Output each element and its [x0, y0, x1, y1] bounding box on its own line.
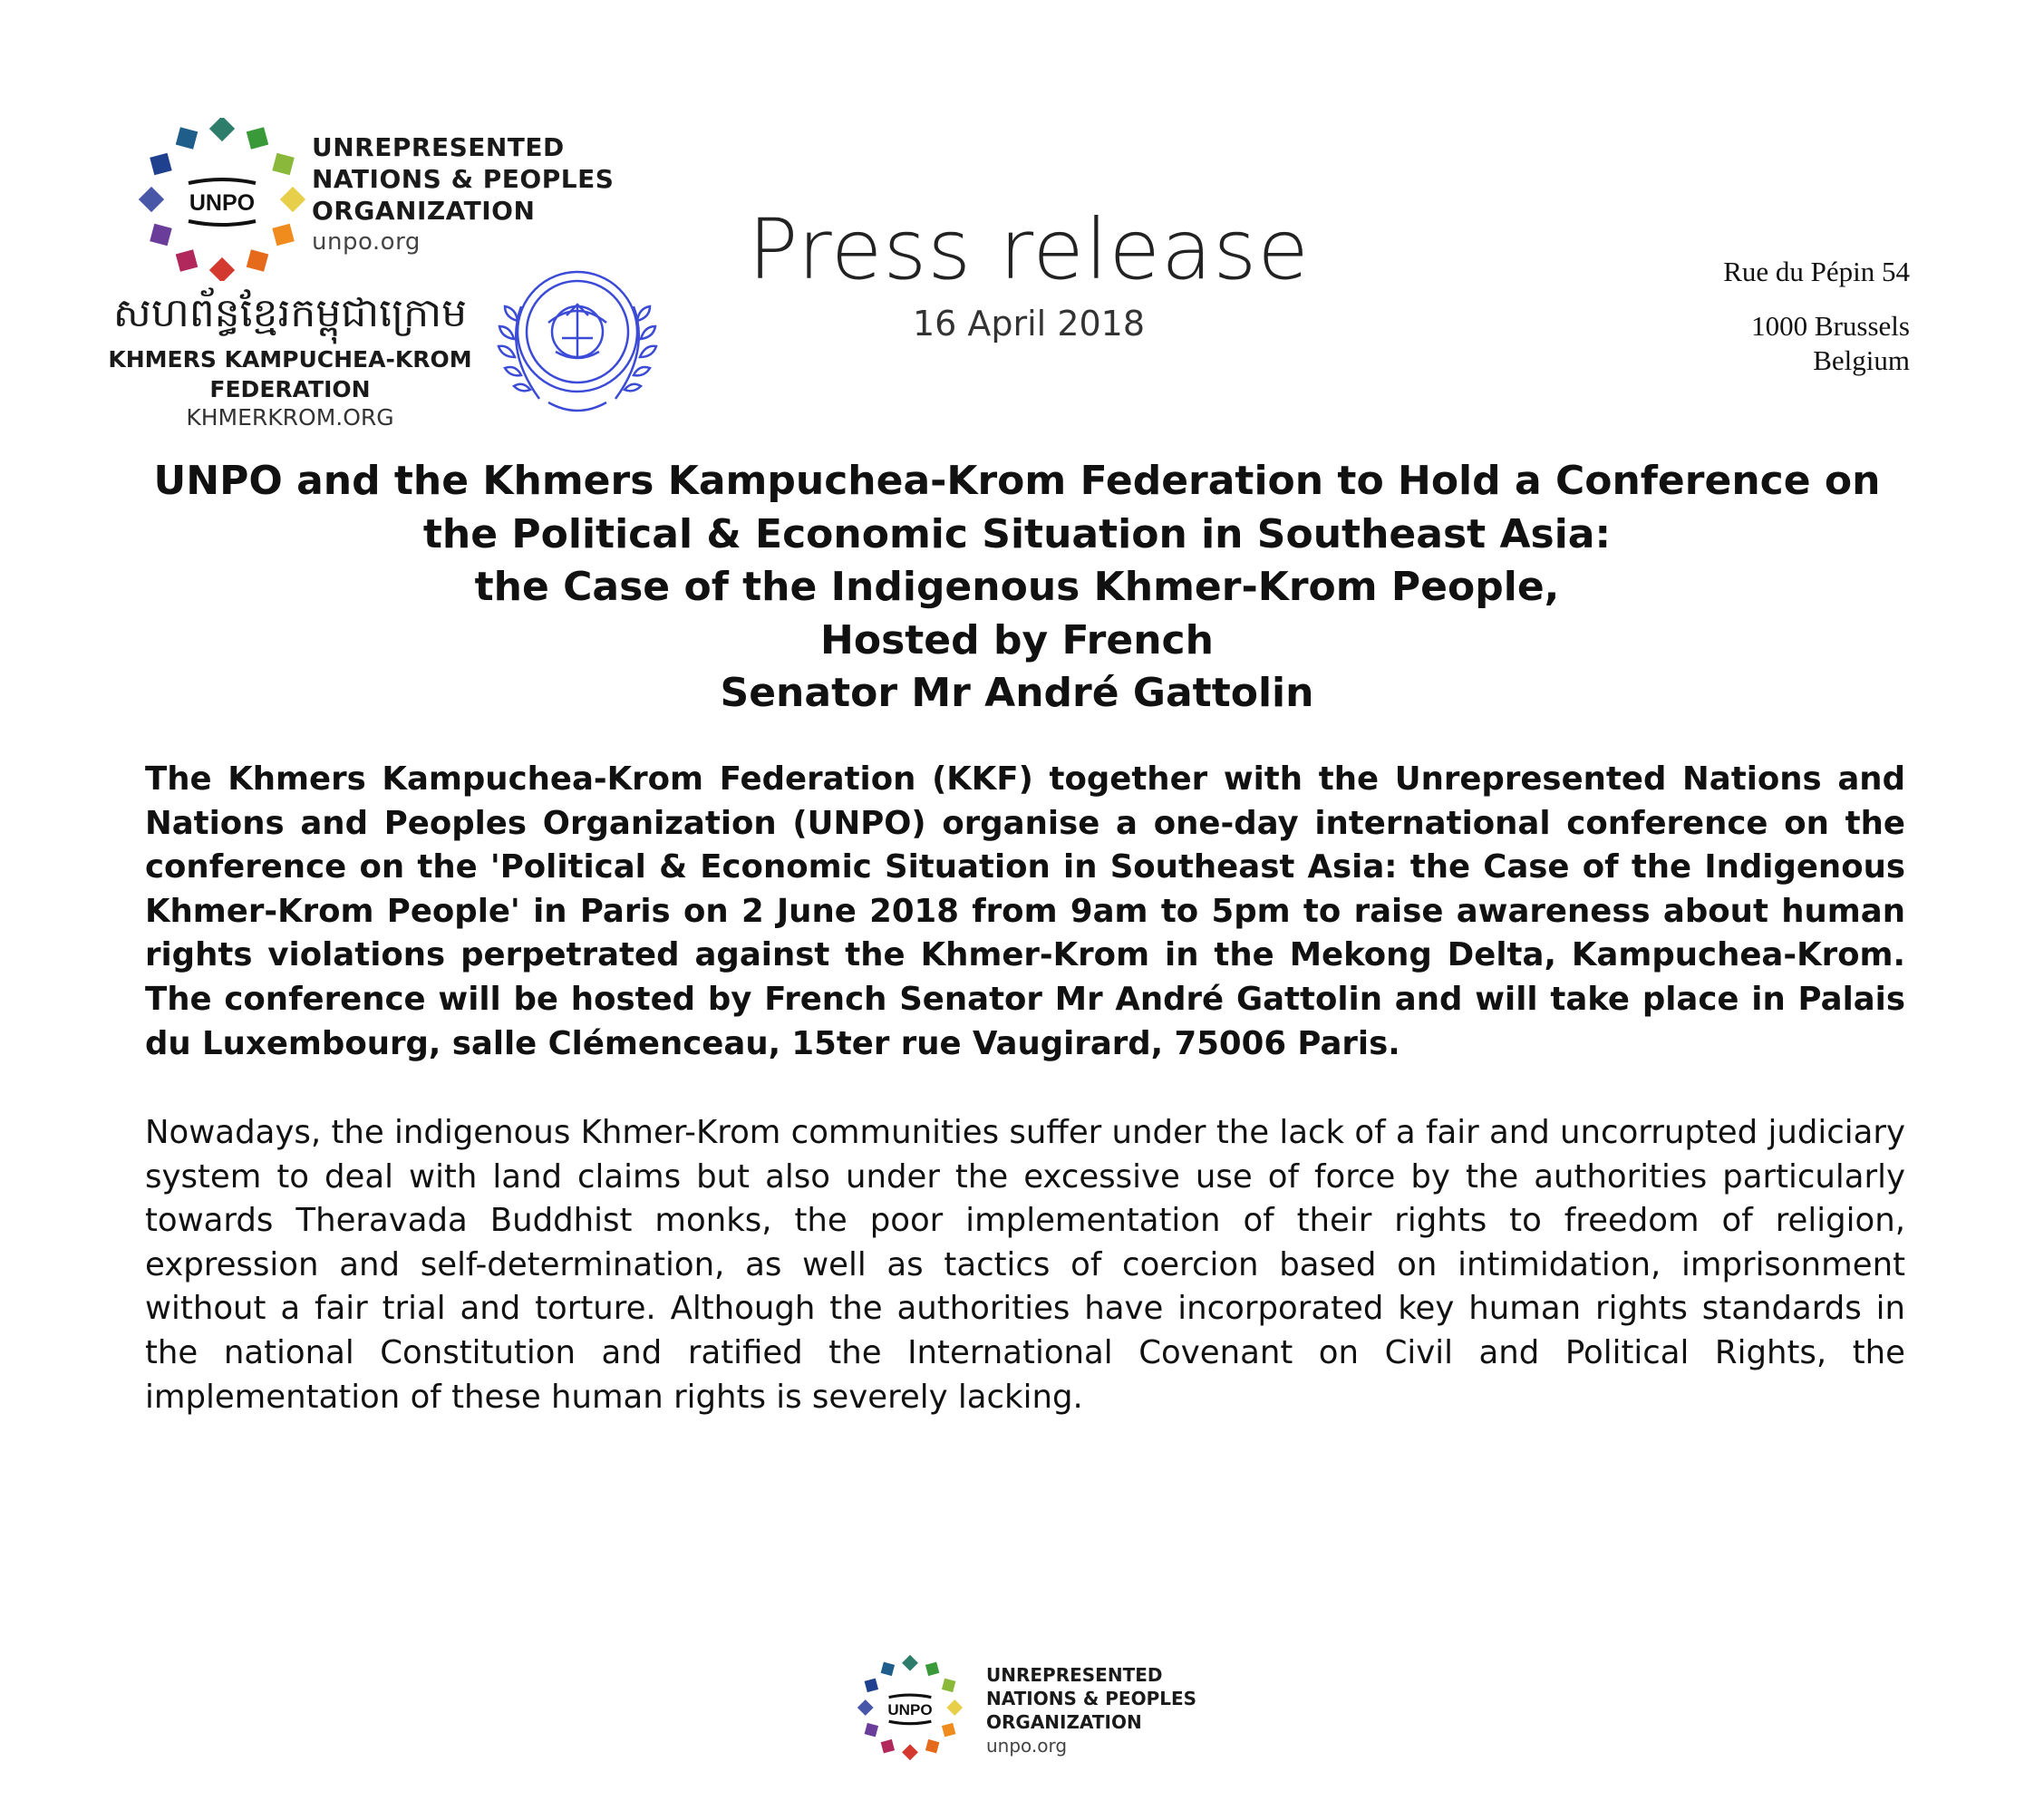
ring-segment	[272, 224, 294, 246]
footer-unpo-logo-icon	[856, 1655, 964, 1760]
ring-segment	[209, 118, 235, 141]
ring-segment	[280, 187, 305, 212]
footer-line-2: NATIONS & PEOPLES	[986, 1688, 1197, 1709]
body-paragraph: Nowadays, the indigenous Khmer-Krom communities suffer under the lack of a fair and uncorrupted judiciary system to deal with land claims but also under the excessive use of force by the authorities particularly towards Theravada Buddhist monks, the poor implementation of their rights to freedom of religion, expression and self-determination, as well as tactics of coercion based on intimidation, imprisonment without a fair trial and torture. Although the authorities have incorporated key human rights standards in the national Constitution and ratified the International Covenant on Civil and Political Rights, the implementation of these human rights is severely lacking.	[145, 1114, 1905, 1416]
kkf-name	[100, 344, 480, 404]
ring-segment	[865, 1723, 878, 1737]
kkf-name-line-1: KHMERS KAMPUCHEA-KROM	[108, 346, 472, 373]
ring-segment	[247, 127, 268, 149]
kkf-name-line-2: FEDERATION	[209, 376, 371, 402]
headline-line-1: UNPO and the Khmers Kampuchea-Krom Federation to Hold a Conference on	[153, 458, 1881, 504]
ring-segment	[942, 1723, 955, 1737]
headline-line-2: the Political & Economic Situation in Southeast Asia:	[422, 510, 1612, 557]
headline-line-3: the Case of the Indigenous Khmer-Krom People,	[474, 564, 1560, 610]
ring-segment	[247, 249, 268, 271]
ring-segment	[150, 153, 171, 175]
headline-line-5: Senator Mr André Gattolin	[720, 670, 1314, 716]
org-line-3: ORGANIZATION	[312, 196, 536, 226]
unpo-org-name	[312, 131, 614, 258]
ring-segment	[272, 153, 294, 175]
address-country: Belgium	[1813, 344, 1910, 376]
headline	[136, 455, 1898, 721]
ring-segment	[881, 1739, 895, 1753]
ring-segment	[176, 127, 198, 149]
body-paragraph-lead: The Khmers Kampuchea-Krom Federation (KKF) together with the Unrepresented Nations and Nations and Peoples Organization (UNPO) organise a one-day international conference on the conference on the 'Political & Economic Situation in Southeast Asia: the Case of the Indigenous Khmer-Krom People' in Paris on 2 June 2018 from 9am to 5pm to raise awareness about human rights violations perpetrated against the Khmer-Krom in the Mekong Delta, Kampuchea-Krom. The conference will be hosted by French Senator Mr André Gattolin and will take place in Palais du Luxembourg, salle Clémenceau, 15ter rue Vaugirard, 75006 Paris.	[145, 760, 1905, 1062]
headline-line-4: Hosted by French	[820, 616, 1214, 663]
org-line-1: UNREPRESENTED	[312, 132, 565, 162]
ring-segment	[209, 257, 235, 281]
unpo-logo-icon	[136, 118, 308, 281]
release-date: 16 April 2018	[912, 304, 1146, 344]
ring-segment	[881, 1662, 895, 1676]
ring-segment	[902, 1655, 918, 1671]
ring-segment	[857, 1699, 874, 1716]
ring-segment	[925, 1662, 939, 1676]
footer-logo-text: UNPO	[887, 1701, 933, 1719]
ring-segment	[176, 249, 198, 271]
org-line-2: NATIONS & PEOPLES	[312, 164, 615, 194]
ring-segment	[150, 224, 171, 246]
kkf-url[interactable]: KHMERKROM.ORG	[186, 404, 394, 431]
footer-line-3: ORGANIZATION	[986, 1711, 1142, 1733]
unpo-logo-text: UNPO	[189, 190, 256, 216]
footer-url[interactable]: unpo.org	[986, 1735, 1068, 1757]
ring-segment	[139, 187, 164, 212]
ring-segment	[925, 1739, 939, 1753]
ring-segment	[946, 1699, 963, 1716]
address-city: 1000 Brussels	[1751, 310, 1910, 342]
footer-line-1: UNREPRESENTED	[986, 1664, 1163, 1686]
ring-segment	[902, 1744, 918, 1760]
ring-segment	[942, 1679, 955, 1692]
kkf-seal-icon	[485, 252, 671, 424]
address-street: Rue du Pépin 54	[1723, 256, 1910, 287]
ring-segment	[865, 1679, 878, 1692]
page-title: Press release	[748, 201, 1310, 298]
kkf-khmer-name: សហព័ន្ធខ្មែរកម្ពុជាក្រោម	[112, 290, 468, 336]
footer-org-name	[986, 1663, 1196, 1757]
unpo-url[interactable]: unpo.org	[312, 228, 421, 256]
